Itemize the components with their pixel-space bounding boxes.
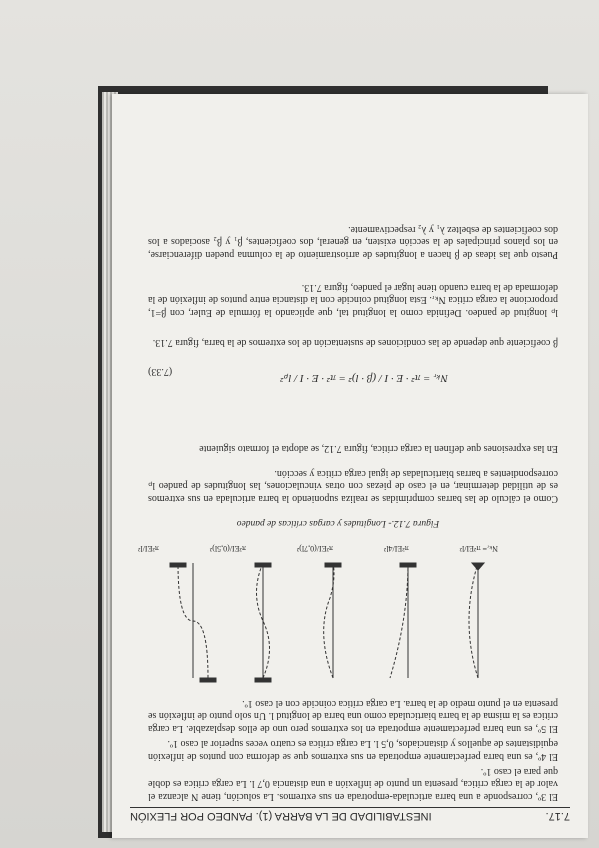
paragraph-buckling-length: Como el cálculo de las barras comprimidas se realiza suponiendo la barra articulada en sus extremos es de utilidad determinar, en el caso de piezas con otras vinculaciones, las longitudes de pandeo lₚ correspondientes a barras biarticuladas de igual carga crítica y sección. bbox=[148, 468, 558, 504]
paragraph-formula-intro: En las expresiones que definen la carga crítica, figura 7.12, se adopta el formato siguiente bbox=[199, 443, 558, 454]
case-3-diagram bbox=[324, 563, 341, 678]
paragraph-case-4: El 4º, es una barra perfectamente empotrada en sus extremos que se deforma con puntos de inflexión equidistantes de aquellos y distanciados, 0,5 l. La carga crítica es cuatro veces superior al caso 1º. bbox=[148, 738, 558, 762]
case-1-diagram bbox=[469, 563, 484, 678]
paragraph-case-5: El 5º, es una barra perfectamente empotrada en los extremos pero uno de ellos desplazable. La carga crítica es la misma de la barra biarticulada como una barra de longitud l. Un solo punto de inflexión se presenta en el punto medio de la barra. La carga crítica coincide con el caso 1º. bbox=[148, 698, 558, 734]
page-content-rotated bbox=[112, 94, 588, 838]
paragraph-buckling-length-definition: lₚ longitud de pandeo. Definida como la longitud tal, que aplicando la fórmula de Euler, con β=1, proporcione la carga crítica Nₖᵣ. Esta longitud coincide con la distancia entre puntos de inflexión de la deformada de la barra cuando tiene lugar el pandeo, figura 7.13. bbox=[148, 282, 558, 318]
case-2-diagram bbox=[390, 563, 416, 678]
paragraph-case-3: El 3º, corresponde a una barra articulada-empotrada en sus extremos. La solución, tiene N alcanza el valor de la carga crítica, presenta un punto de inflexión a una distancia 0,7 l. La carga crítica es doble que para el caso 1º. bbox=[148, 766, 558, 802]
label-case-1: Nₖᵣ= π²EI/l² bbox=[459, 544, 498, 553]
case-4-diagram bbox=[255, 563, 271, 682]
figure-caption: Figura 7.12.- Longitudes y cargas críticas de pandeo bbox=[236, 518, 440, 528]
page-number: 7.17. bbox=[545, 810, 570, 822]
figure-critical-load-labels bbox=[138, 544, 498, 553]
equation-lhs: Nₖᵣ = bbox=[423, 372, 448, 384]
book-page bbox=[112, 94, 588, 838]
paragraph-principal-planes: Puesto que las ideas de β hacen a longitudes de arriostramiento de la columna pueden diferenciarse, en los planos principales de la sección existen, en general, dos coeficientes, β₁ y β₂ asociados a los dos coeficientes de esbeltez λ₁ y λ₂ respectivamente. bbox=[148, 224, 558, 260]
page-header bbox=[130, 807, 570, 832]
label-case-3: π²EI/(0,7l)² bbox=[296, 544, 333, 553]
buckling-cases-figure bbox=[148, 553, 508, 688]
label-case-2: π²EI/4l² bbox=[383, 544, 409, 553]
equation-number: (7.33) bbox=[148, 366, 173, 377]
running-title: INESTABILIDAD DE LA BARRA (1). PANDEO POR FLEXIÓN bbox=[130, 810, 432, 822]
paragraph-beta-definition: β coeficiente que depende de las condiciones de sustentación de los extremos de la barra, figura 7.13. bbox=[152, 337, 558, 348]
label-case-5: π²EI/l² bbox=[138, 544, 159, 553]
equation-fraction-1: π² · E · I / (β · l)² bbox=[348, 372, 421, 384]
case-5-diagram bbox=[170, 563, 216, 682]
critical-load-equation bbox=[148, 366, 448, 385]
equation-fraction-2: π² · E · I / lₚ² bbox=[280, 372, 336, 384]
equation-equals: = bbox=[338, 372, 346, 384]
label-case-4: π²EI/(0,5l)² bbox=[209, 544, 246, 553]
